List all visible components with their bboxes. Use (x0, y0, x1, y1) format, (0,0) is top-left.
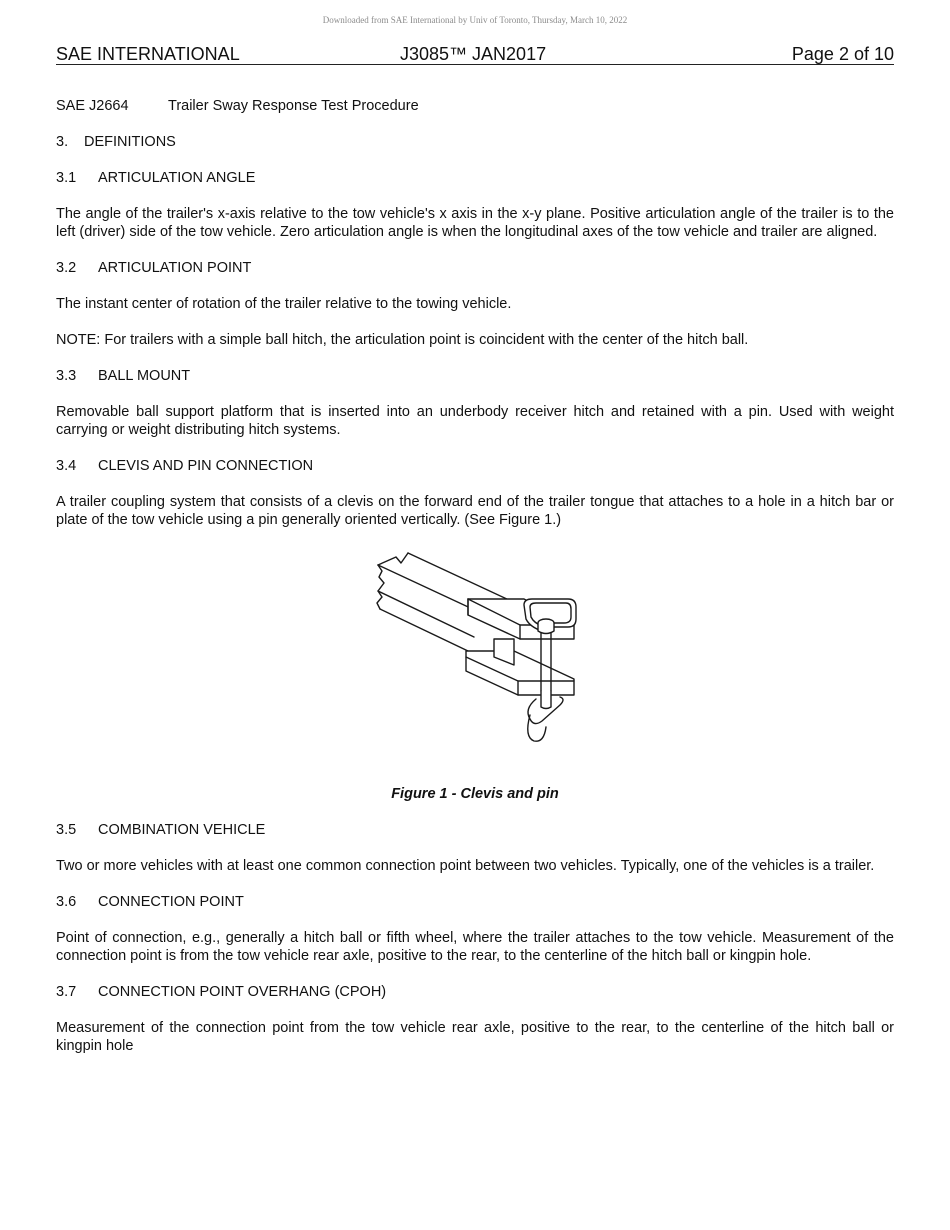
definition-number: 3.1 (56, 170, 77, 186)
page-header (56, 44, 894, 65)
definition-title: CONNECTION POINT (98, 894, 244, 910)
definition-text: Removable ball support platform that is inserted into an underbody receiver hitch and retained with a pin. Used with weight carrying or weight distributing hitch systems. (56, 404, 894, 438)
definition-heading (56, 259, 894, 277)
definition-text: Two or more vehicles with at least one common connection point between two vehicles. Typically, one of the vehicles is a trailer. (56, 858, 875, 874)
header-org: SAE INTERNATIONAL (56, 44, 240, 64)
tongue-side-line (378, 591, 474, 637)
header-page-number: Page 2 of 10 (791, 44, 894, 64)
definition-number: 3.7 (56, 984, 77, 1000)
definition-number: 3.2 (56, 260, 77, 276)
tongue-broken-top (378, 553, 408, 565)
download-watermark: Downloaded from SAE International by Univ of Toronto, Thursday, March 10, 2022 (322, 15, 628, 25)
definition-number: 3.4 (56, 458, 77, 474)
reference-code: SAE J2664 (56, 98, 129, 114)
definition-text: The instant center of rotation of the trailer relative to the towing vehicle. (56, 296, 512, 312)
definition-title: BALL MOUNT (98, 368, 191, 384)
definition-heading (56, 893, 894, 911)
definition-heading (56, 821, 894, 839)
section-number: 3. (56, 134, 69, 150)
definition-heading (56, 367, 894, 385)
definition-title: ARTICULATION ANGLE (98, 170, 256, 186)
tongue-bottom-edge (380, 609, 468, 651)
clevis-pin-illustration (374, 547, 584, 747)
figure-caption: Figure 1 - Clevis and pin (391, 786, 559, 802)
definition-title: ARTICULATION POINT (98, 260, 252, 276)
pin-tip (541, 691, 551, 709)
page-body (56, 97, 894, 1073)
definition-heading (56, 457, 894, 475)
definition-text: Measurement of the connection point from the tow vehicle rear axle, positive to the rear, to the centerline of the hitch ball or kingpin hole (56, 1020, 894, 1054)
definition-title: COMBINATION VEHICLE (98, 822, 266, 838)
section-heading (56, 133, 894, 151)
definition-number: 3.6 (56, 894, 77, 910)
tongue-broken-end (377, 565, 384, 609)
clevis-lower-plate (466, 651, 574, 695)
definition-text: Point of connection, e.g., generally a hitch ball or fifth wheel, where the trailer attaches to the tow vehicle. Measurement of the connection point is from the tow vehicle rear axle, positive to the rear, to the centerline of the hitch ball or kingpin hole. (56, 930, 894, 964)
pin-head (538, 623, 554, 634)
reference-title: Trailer Sway Response Test Procedure (168, 98, 419, 114)
definition-heading (56, 983, 894, 1001)
figure-clevis-and-pin (56, 547, 894, 779)
definition-number: 3.3 (56, 368, 77, 384)
definition-text: A trailer coupling system that consists of a clevis on the forward end of the trailer tongue that attaches to a hole in a hitch bar or plate of the tow vehicle using a pin generally oriented vertically. (See Figure 1.) (56, 494, 894, 528)
definition-text: The angle of the trailer's x-axis relative to the tow vehicle's x axis in the x-y plane. Positive articulation angle of the trailer is to the left (driver) side of the tow vehicle. Zero articulation angle is when the longitudinal axes of the tow vehicle and trailer are aligned. (56, 206, 894, 240)
header-doc-id: J3085™ JAN2017 (400, 44, 547, 64)
definition-heading (56, 169, 894, 187)
definition-title: CLEVIS AND PIN CONNECTION (98, 458, 314, 474)
reference-entry (56, 97, 894, 115)
definition-number: 3.5 (56, 822, 77, 838)
definition-title: CONNECTION POINT OVERHANG (CPOH) (98, 984, 387, 1000)
section-title: DEFINITIONS (84, 134, 176, 150)
definition-note: NOTE: For trailers with a simple ball hitch, the articulation point is coincident with the center of the hitch ball. (56, 332, 749, 348)
